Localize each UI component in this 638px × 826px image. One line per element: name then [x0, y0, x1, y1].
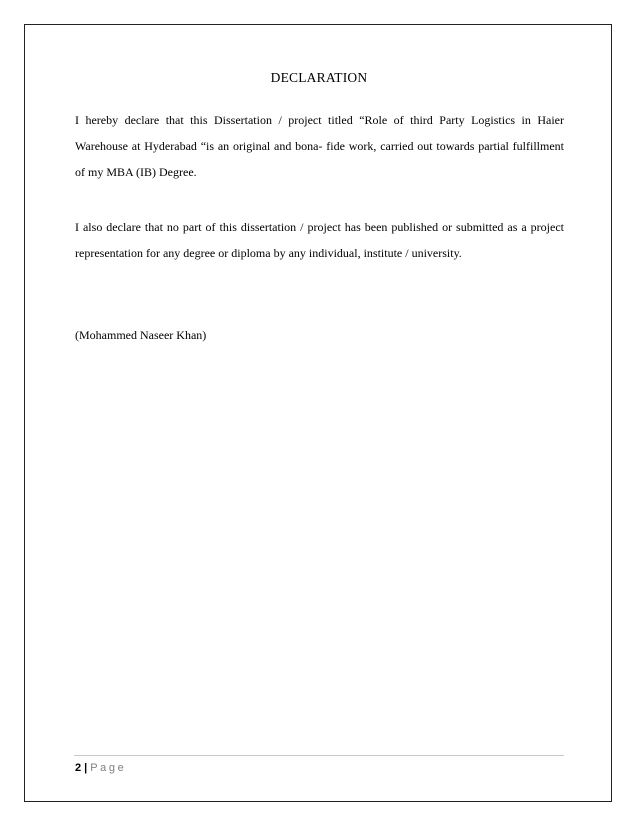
page-number: 2 — [75, 762, 82, 774]
page-footer — [75, 761, 126, 775]
declaration-paragraph-2: I also declare that no part of this dissertation / project has been published or submitted as a project representation for any degree or diploma by any individual, institute / university. — [75, 220, 564, 260]
document-title: DECLARATION — [270, 70, 368, 85]
page-label: Page — [90, 762, 127, 774]
footer-divider — [74, 755, 564, 756]
declaration-paragraph-1: I hereby declare that this Dissertation / project titled “Role of third Party Logistics in Haier Warehouse at Hyderabad “is an original and bona- fide work, carried out towards partial fulfillment of my MBA (IB) Degree. — [75, 113, 564, 179]
signature-name: (Mohammed Naseer Khan) — [75, 328, 207, 342]
footer-separator: | — [84, 762, 88, 774]
